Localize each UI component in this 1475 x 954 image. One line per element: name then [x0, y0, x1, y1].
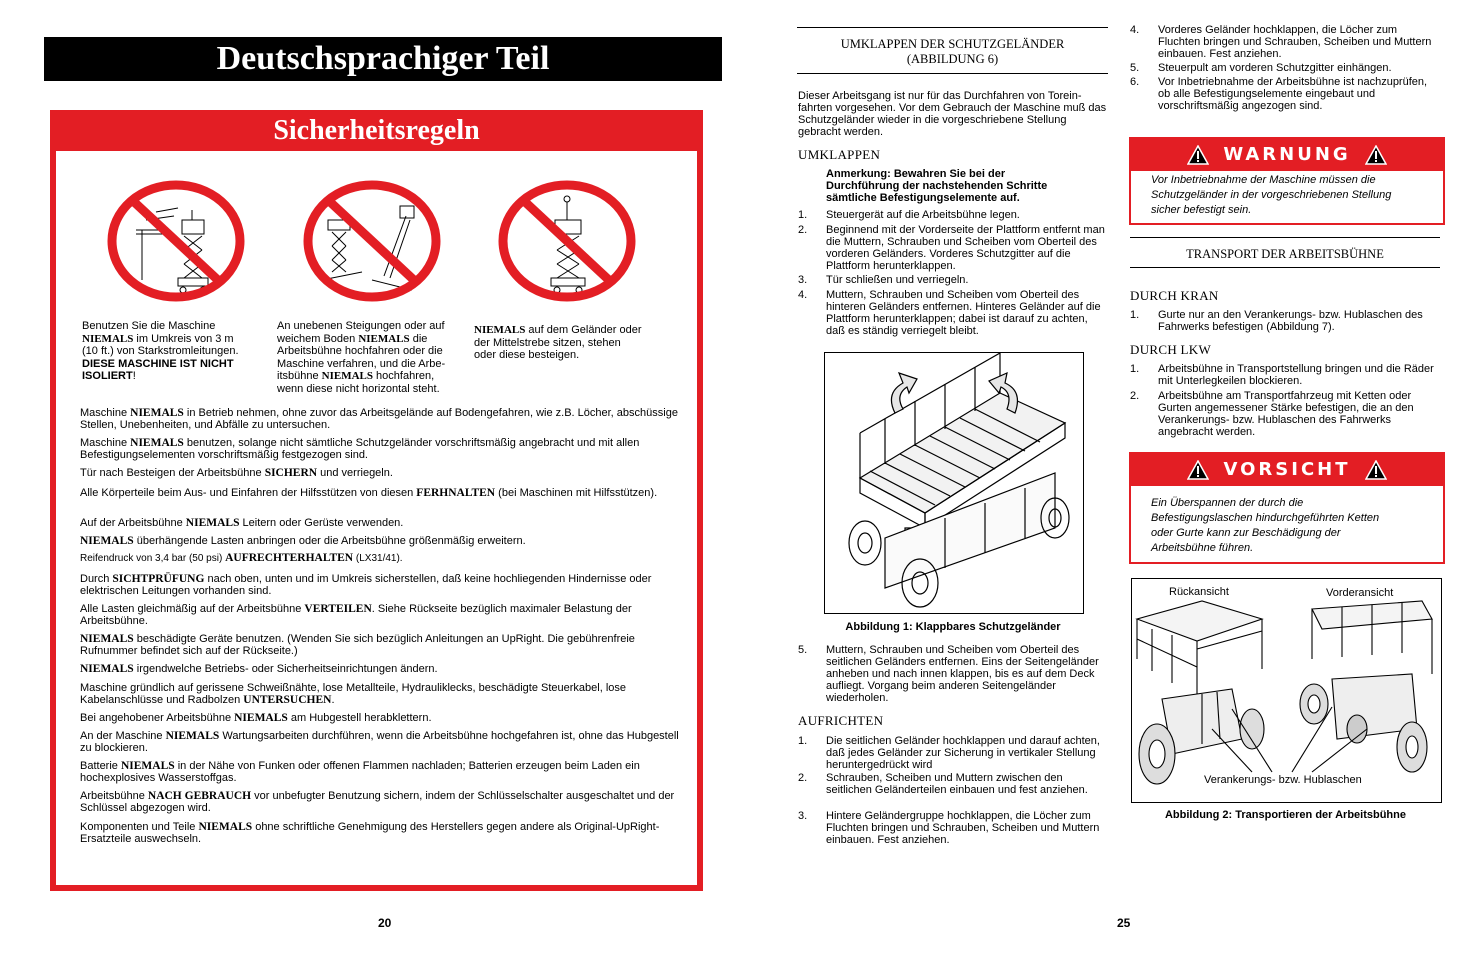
safety-rule: Alle Lasten gleichmäßig auf der Arbeitsbühne VERTEILEN. Siehe Rückseite bezüglich maximaler Belastung der Arbeitsbühne.	[80, 603, 632, 627]
section-title-fold-rails: UMKLAPPEN DER SCHUTZGELÄNDER (ABBILDUNG 6)	[840, 37, 1065, 66]
safety-rule: Durch SICHTPRÜFUNG nach oben, unten und im Umkreis sicherstellen, daß keine hochliegenden Hindernisse oder elektrischen Leitungen vorhanden sind.	[80, 573, 652, 597]
safety-rule: Arbeitsbühne NACH GEBRAUCH vor unbefugter Benutzung sichern, indem der Schlüsselschalter ausgeschaltet und der Schlüssel abgezogen wird.	[80, 790, 675, 814]
safety-rule: NIEMALS beschädigte Geräte benutzen. (Wenden Sie sich bezüglich Anleitungen an UpRight. Die gebührenfreie Rufnummer befindet sich auf der Rückseite.)	[80, 633, 635, 657]
safety-rule: Komponenten und Teile NIEMALS ohne schriftliche Genehmigung des Herstellers gegen andere als Original-UpRight-Ersatzteile auswechseln.	[80, 821, 660, 845]
subsection-title-kran: DURCH KRAN	[1130, 288, 1219, 303]
safety-rule: Batterie NIEMALS in der Nähe von Funken oder offenen Flammen nachladen; Batterien erzeugen beim Laden ein hochexplosives Wasserstoffgas.	[80, 760, 640, 784]
caution-word: VORSICHT	[1223, 459, 1351, 480]
label-front-view: Vorderansicht	[1326, 587, 1394, 599]
safety-rule: NIEMALS irgendwelche Betriebs- oder Sicherheitseinrichtungen ändern.	[80, 663, 438, 675]
scissor-lift-folding-rail-illustration	[825, 353, 1083, 613]
caution-text: Ein Überspannen der durch die Befestigungslaschen hindurchgeführten Ketten oder Gurte kann zur Beschädigung der Arbeitsbühne führen.	[1151, 497, 1380, 554]
page-number-right: 25	[1117, 916, 1131, 930]
caution-box	[1129, 452, 1445, 564]
safety-rule: An der Maschine NIEMALS Wartungsarbeiten durchführen, wenn die Arbeitsbühne hochgefahren ist, ohne das Hubgestell zu blockieren.	[80, 730, 679, 754]
safety-rule: Bei angehobener Arbeitsbühne NIEMALS am Hubgestell herabklettern.	[80, 712, 432, 724]
no-slope-icon	[302, 180, 442, 302]
safety-rule: Maschine NIEMALS benutzen, solange nicht sämtliche Schutzgeländer vorschriftsmäßig angebracht und mit allen Befestigungselementen vorschriftsmäßig festgezogen sind.	[80, 437, 640, 461]
caution-banner	[1131, 454, 1443, 486]
safety-rule: Maschine NIEMALS in Betrieb nehmen, ohne zuvor das Arbeitsgelände auf Bodengefahren, wie z.B. Löcher, abschüssige Stellen, Unebenheiten, und Abfälle zu untersuchen.	[80, 407, 678, 431]
safety-rule: Maschine gründlich auf gerissene Schweißnähte, lose Metallteile, Hydrauliklecks, beschädigte Steuerkabel, lose Kabelanschlüsse und Radbolzen UNTERSUCHEN.	[80, 682, 627, 706]
figure-2-frame	[1131, 578, 1442, 803]
warning-text: Vor Inbetriebnahme der Maschine müssen die Schutzgeländer in der vorgeschriebenen Stellung sicher befestigt sein.	[1151, 174, 1392, 216]
no-powerline-icon	[106, 180, 246, 302]
page-header-title: Deutschsprachiger Teil	[44, 37, 722, 81]
safety-rule: Auf der Arbeitsbühne NIEMALS Leitern oder Gerüste verwenden.	[80, 517, 404, 529]
divider	[1130, 237, 1440, 238]
caption-slope: An unebenen Steigungen oder auf weichem Boden NIEMALS die Arbeitsbühne hochfahren oder die Maschine verfahren, und die Arbe- itsbühne NIEMALS hochfahren, wenn diese nicht horizontal steht.	[277, 320, 446, 395]
transport-tie-down-illustration	[1132, 579, 1441, 802]
label-tie-down-lugs: Verankerungs- bzw. Hublaschen	[1204, 774, 1362, 786]
subsection-title-lkw: DURCH LKW	[1130, 342, 1212, 357]
intro-paragraph: Dieser Arbeitsgang ist nur für das Durchfahren von Torein-fahrten vorgesehen. Vor dem Gebrauch der Maschine muß das Schutzgeländer wieder in die vorgeschriebene Stellung gebracht werden.	[798, 90, 1107, 138]
caption-powerline: Benutzen Sie die Maschine NIEMALS im Umkreis von 3 m (10 ft.) von Starkstromleitungen. DIESE MASCHINE IST NICHT ISOLIERT!	[82, 320, 239, 382]
subsection-title-umklappen: UMKLAPPEN	[798, 147, 881, 162]
safety-rule: Alle Körperteile beim Aus- und Einfahren der Hilfsstützen von diesen FERHNALTEN (bei Maschinen mit Hilfsstützen).	[80, 487, 658, 499]
figure-1-caption: Abbildung 1: Klappbares Schutzgeländer	[845, 621, 1061, 633]
divider	[797, 73, 1108, 74]
safety-rules-title: Sicherheitsregeln	[273, 115, 480, 146]
warning-triangle-icon	[1365, 460, 1387, 480]
no-climb-rail-icon	[497, 180, 637, 302]
safety-rule: NIEMALS überhängende Lasten anbringen oder die Arbeitsbühne größenmäßig erweitern.	[80, 535, 526, 547]
label-rear-view: Rückansicht	[1169, 586, 1229, 598]
divider	[797, 27, 1108, 28]
caption-climb: NIEMALS auf dem Geländer oder der Mittelstrebe sitzen, stehen oder diese besteigen.	[474, 324, 642, 361]
figure-2-caption: Abbildung 2: Transportieren der Arbeitsbühne	[1164, 809, 1406, 821]
warning-banner	[1131, 139, 1443, 171]
warning-triangle-icon	[1365, 145, 1387, 165]
page-number-left: 20	[378, 916, 392, 930]
figure-1-frame	[824, 352, 1084, 614]
divider	[1130, 267, 1440, 268]
section-title-transport: TRANSPORT DER ARBEITSBÜHNE	[1186, 247, 1384, 261]
warning-box	[1129, 137, 1445, 225]
safety-rule: Reifendruck von 3,4 bar (50 psi) AUFRECHTERHALTEN (LX31/41).	[80, 552, 403, 564]
safety-rule: Tür nach Besteigen der Arbeitsbühne SICHERN und verriegeln.	[80, 467, 393, 479]
warning-word: WARNUNG	[1223, 144, 1351, 165]
subsection-title-aufrichten: AUFRICHTEN	[798, 713, 884, 728]
note-fasteners: Anmerkung: Bewahren Sie bei der Durchführung der nachstehenden Schritte sämtliche Befestigungselemente auf.	[826, 168, 1048, 204]
